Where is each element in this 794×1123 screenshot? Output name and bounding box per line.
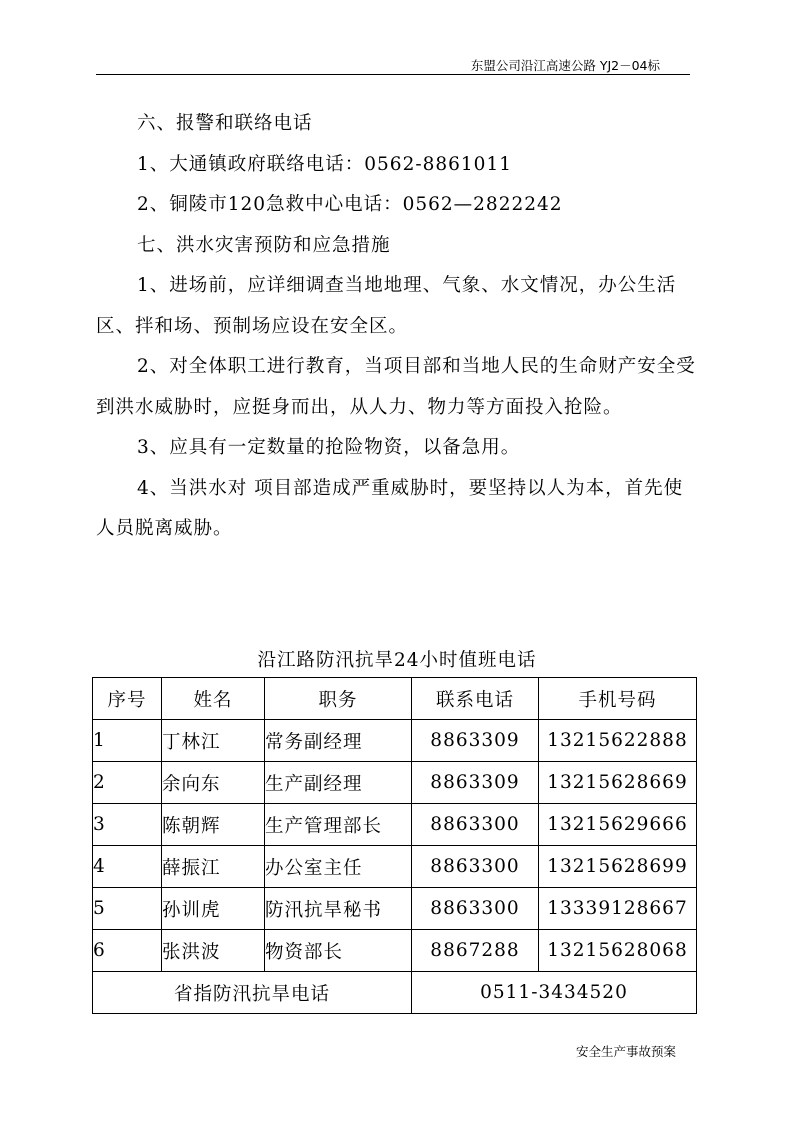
table-cell: 8863300 [412,846,539,888]
table-cell: 生产副经理 [265,762,412,804]
column-header: 职务 [265,678,412,720]
header-text: 东盟公司沿江高速公路 YJ2－04标 [470,58,660,73]
table-cell: 13215628068 [539,930,697,972]
body-text [96,104,696,550]
table-cell: 13215628669 [539,762,697,804]
page-header [96,56,690,75]
column-header: 序号 [93,678,162,720]
section-heading-alarm: 六、报警和联络电话 [137,113,313,134]
paragraph: 1、大通镇政府联络电话：0562-8861011 [137,153,512,175]
table-cell: 13215628699 [539,846,697,888]
table-cell: 物资部长 [265,930,412,972]
table-cell: 13339128667 [539,888,697,930]
table-row [93,930,697,972]
table-cell: 薛振江 [162,846,265,888]
table-cell: 8863300 [412,804,539,846]
table-cell: 办公室主任 [265,846,412,888]
table-cell: 13215629666 [539,804,697,846]
duty-phone-table [92,677,697,1014]
table-row [93,762,697,804]
table-cell: 常务副经理 [265,720,412,762]
paragraph: 2、对全体职工进行教育，当项目部和当地人民的生命财产安全受到洪水威胁时，应挺身而出，从人力、物力等方面投入抢险。 [96,356,696,418]
table-footer-row [93,972,697,1014]
table-cell: 防汛抗旱秘书 [265,888,412,930]
table-cell: 2 [93,762,162,804]
table-row [93,804,697,846]
table-cell: 丁林江 [162,720,265,762]
column-header: 手机号码 [539,678,697,720]
table-title: 沿江路防汛抗旱24小时值班电话 [257,650,537,671]
paragraph: 3、应具有一定数量的抢险物资，以备急用。 [137,437,521,458]
table-cell: 生产管理部长 [265,804,412,846]
paragraph: 4、当洪水对 项目部造成严重威胁时，要坚持以人为本，首先使人员脱离威胁。 [96,477,684,539]
table-cell: 6 [93,930,162,972]
table-cell: 3 [93,804,162,846]
table-cell: 8863309 [412,762,539,804]
table-row [93,720,697,762]
table-cell: 余向东 [162,762,265,804]
page-footer: 安全生产事故预案 [575,1044,676,1059]
provincial-hotline-number: 0511-3434520 [412,972,697,1014]
provincial-hotline-label: 省指防汛抗旱电话 [93,972,412,1014]
paragraph: 1、进场前，应详细调查当地地理、气象、水文情况，办公生活区、拌和场、预制场应设在安全区。 [96,275,677,337]
table-cell: 13215622888 [539,720,697,762]
column-header: 姓名 [162,678,265,720]
table-cell: 8863309 [412,720,539,762]
table-cell: 张洪波 [162,930,265,972]
section-heading-flood: 七、洪水灾害预防和应急措施 [137,234,391,256]
table-cell: 1 [93,720,162,762]
table-cell: 8863300 [412,888,539,930]
table-cell: 5 [93,888,162,930]
column-header: 联系电话 [412,678,539,720]
table-row [93,888,697,930]
table-cell: 陈朝辉 [162,804,265,846]
table-cell: 4 [93,846,162,888]
table-cell: 孙训虎 [162,888,265,930]
paragraph: 2、铜陵市120急救中心电话：0562—2822242 [137,194,563,215]
table-row [93,846,697,888]
table-header-row [93,678,697,720]
table-cell: 8867288 [412,930,539,972]
